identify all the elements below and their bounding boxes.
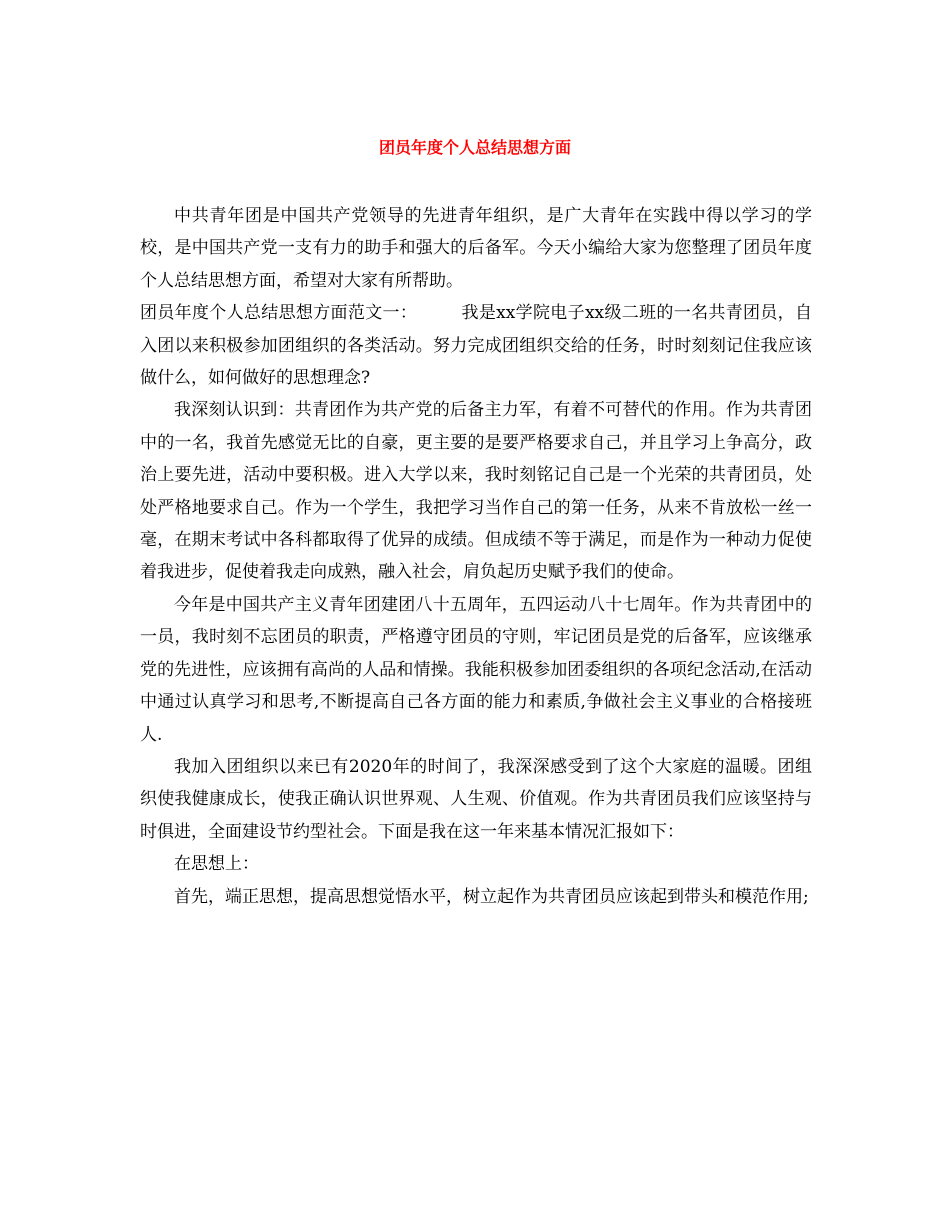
section-heading: 在思想上：: [174, 854, 259, 875]
sample-paragraph: [140, 297, 812, 394]
intro-paragraph: 中共青年团是中国共产党领导的先进青年组织，是广大青年在实践中得以学习的学校，是中国共产党一支有力的助手和强大的后备军。今天小编给大家为您整理了团员年度个人总结思想方面，希望对大家有所帮助。: [140, 206, 812, 291]
body-paragraph: 我加入团组织以来已有2020年的时间了，我深深感受到了这个大家庭的温暖。团组织使我健康成长，使我正确认识世界观、人生观、价值观。作为共青团员我们应该坚持与时俱进，全面建设节约型社会。下面是我在这一年来基本情况汇报如下：: [140, 756, 812, 842]
body-paragraph: 今年是中国共产主义青年团建团八十五周年，五四运动八十七周年。作为共青团中的一员，我时刻不忘团员的职责，严格遵守团员的守则，牢记团员是党的后备军，应该继承党的先进性，应该拥有高尚的人品和情操。我能积极参加团委组织的各项纪念活动,在活动中通过认真学习和思考,不断提高自己各方面的能力和素质,争做社会主义事业的合格接班人.: [140, 594, 812, 745]
body-paragraph: 我深刻认识到：共青团作为共产党的后备主力军，有着不可替代的作用。作为共青团中的一名，我首先感觉无比的自豪，更主要的是要严格要求自己，并且学习上争高分，政治上要先进，活动中要积极。进入大学以来，我时刻铭记自己是一个光荣的共青团员，处处严格地要求自己。作为一个学生，我把学习当作自己的第一任务，从来不肯放松一丝一毫，在期末考试中各科都取得了优异的成绩。但成绩不等于满足，而是作为一种动力促使着我进步，促使着我走向成熟，融入社会，肩负起历史赋予我们的使命。: [140, 400, 812, 583]
document-title: 团员年度个人总结思想方面: [378, 138, 571, 157]
document-body: [140, 200, 812, 913]
sample-label: 团员年度个人总结思想方面范文一：: [140, 303, 418, 324]
body-paragraph: 首先，端正思想，提高思想觉悟水平，树立起作为共青团员应该起到带头和模范作用;: [174, 886, 809, 907]
sample-opening: 我是xx学院电子xx级二班的一名共青团员，自入团以来积极参加团组织的各类活动。努力完成团组织交给的任务，时时刻刻记住我应该做什么，如何做好的思想理念?: [140, 303, 813, 389]
